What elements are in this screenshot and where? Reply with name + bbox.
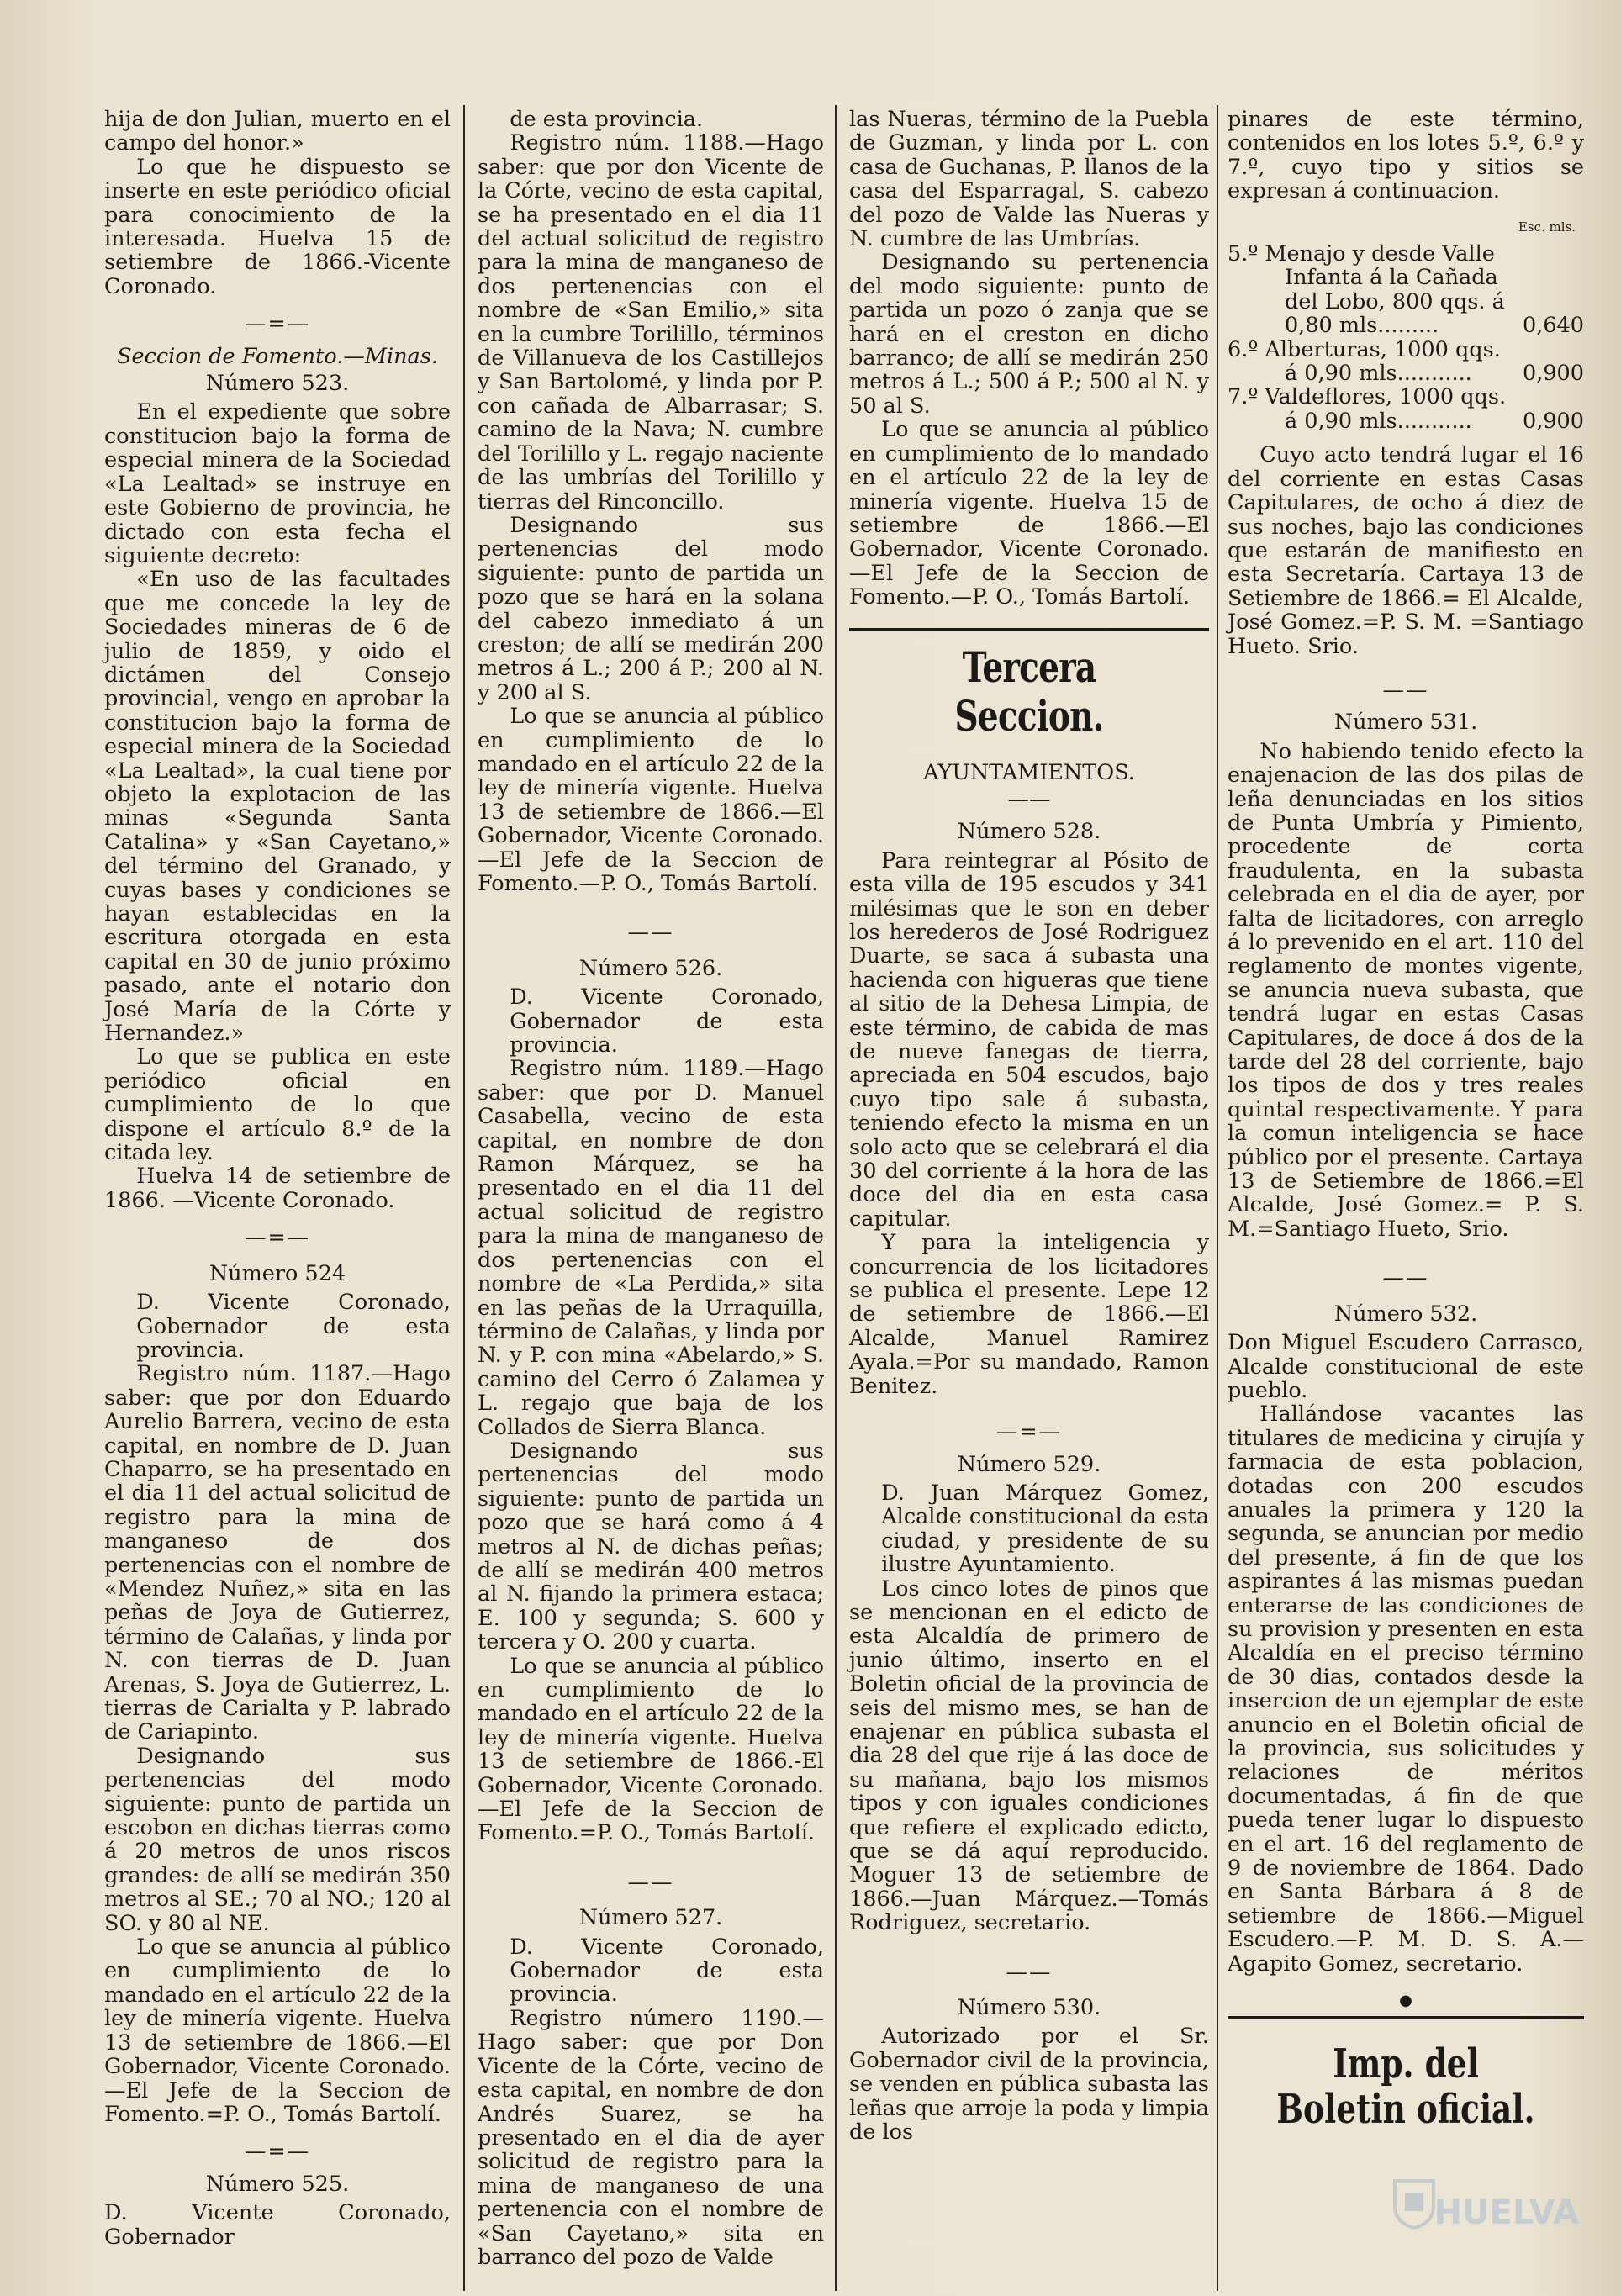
paragraph: Autorizado por el Sr. Gobernador civil de la provincia, se venden en pública subasta las leñas que arroje la poda y limpia de los [849,2024,1209,2146]
paragraph: Designando sus pertenencias del modo siguiente: punto de partida un escobon en dichas tierras como á 20 metros de unos riscos grandes: de allí se medirán 350 metros al SE.; 70 al NO.; 120 al SO. y 80 al NE. [104,1743,451,1936]
lot-7 [1228,385,1584,433]
paragraph: hija de don Julian, muerto en el campo del honor.» [104,107,451,156]
section-rule [849,628,1209,631]
paragraph: pinares de este término, contenidos en los lotes 5.º, 6.º y 7.º, cuyo tipo y sitios se expresan á continuacion. [1228,107,1584,204]
column-rule [835,105,837,2291]
section-rule [1228,2016,1584,2019]
column-1 [104,108,451,2249]
section-title: Tercera Seccion. [954,641,1104,741]
paragraph: En el expediente que sobre constitucion bajo la forma de especial minera de la Sociedad «La Lealtad» se instruye en este Gobierno de provincia, he dictado con esta fecha el siguiente decreto: [104,399,451,568]
separator: —— [1382,1265,1429,1291]
notice-number: Número 529. [957,1451,1101,1477]
paragraph: D. Vicente Coronado, Gobernador [104,2200,451,2250]
notice-number: Número 531. [1333,710,1478,736]
paragraph: Lo que se anuncia al público en cumplimiento de lo mandado en el artículo 22 de la ley de minería vigente. Huelva 15 de setiembre de 1866.—El Gobernador, Vicente Coronado.—El Jefe de la Seccion de Fomento.—P. O., Tomás Bartolí. [849,417,1209,610]
separator: —— [627,920,674,946]
separator: —=— [244,311,311,337]
paragraph: de esta provincia. [510,107,704,132]
bullet-ornament: ● [1399,1992,1412,2010]
separator: —— [1382,677,1429,703]
paragraph: D. Vicente Coronado, Gobernador de esta provincia. [136,1290,451,1363]
section-heading: Seccion de Fomento.—Minas. [117,343,438,369]
paragraph: Don Miguel Escudero Carrasco, Alcalde constitucional de este pueblo. [1228,1330,1584,1403]
column-3 [849,108,1209,2144]
paragraph: Designando sus pertenencias del modo siguiente: punto de partida un pozo que se hará en la solana del cabezo inmediato á un creston; de allí se medirán 200 metros á L.; 200 á P.; 200 al N. y 200 al S. [478,512,824,705]
lot-value: 0,900 [1522,408,1584,434]
lot-label: Infanta á la Cañada [1285,265,1498,291]
watermark: HUELVA [1434,2193,1579,2232]
paragraph: Cuyo acto tendrá lugar el 16 del corriente en estas Casas Capitulares, de ocho á diez de sus noches, bajo las condiciones que estarán de manifiesto en esta Secretaría. Cartaya 13 de Setiembre de 1866.= El Alcalde, José Gomez.=P. S. M. =Santiago Hueto. Srio. [1228,442,1584,659]
paragraph: No habiendo tenido efecto la enajenacion de las dos pilas de leña denunciadas en los sitios de Punta Umbría y Pimiento, procedente de corta fraudulenta, en la subasta celebrada en el dia de ayer, por falta de licitadores, con arreglo á lo prevenido en el art. 110 del reglamento de montes vigente, se anuncia nueva subasta, que tendrá lugar en estas Casas Capitulares, de doce á dos de la tarde del 28 del corriente, bajo los tipos de dos y tres reales quintal respectivamente. Y para la comun inteligencia se hace público por el presente. Cartaya 13 de Setiembre de 1866.=El Alcalde, José Gomez.= P. S. M.=Santiago Hueto, Srio. [1228,738,1584,1242]
paragraph: Lo que se anuncia al público en cumplimiento de lo mandado en el artículo 22 de la ley de minería vigente. Huelva 13 de setiembre de 1866.—El Gobernador, Vicente Coronado.—El Jefe de la Seccion de Fomento.—P. O., Tomás Bartolí. [478,704,824,896]
paragraph: Lo que se publica en este periódico oficial en cumplimiento de lo que dispone el artículo 8.º de la citada ley. [104,1044,451,1166]
paragraph: Registro núm. 1187.—Hago saber: que por don Eduardo Aurelio Barrera, vecino de esta capital, en nombre de D. Juan Chaparro, se ha presentado en el dia 11 del actual solicitud de registro para la mina de manganeso de dos pertenencias con el nombre de «Mendez Nuñez,» sita en las peñas de Joya de Gutierrez, término de Calañas, y linda por N. con tierras de D. Juan Arenas, S. Joya de Gutierrez, L. tierras de Carialta y P. labrado de Cariapinto. [104,1361,451,1745]
printer-imprint: Imp. del Boletin oficial. [1276,2040,1535,2134]
notice-number: Número 524 [209,1260,346,1286]
subsection-heading: AYUNTAMIENTOS. [923,759,1135,785]
lot-label: 6.º Alberturas, 1000 qqs. [1228,336,1501,362]
paragraph: Lo que he dispuesto se inserte en este periódico oficial para conocimiento de la interesada. Huelva 15 de setiembre de 1866.-Vicente Coronado. [104,154,451,299]
paragraph: Designando sus pertenencias del modo siguiente: punto de partida un pozo que se hará como á 4 metros al N. de dichas peñas; de allí se medirán 400 metros al N. fijando la primera estaca; E. 100 y segunda; S. 600 y tercera y O. 200 y cuarta. [478,1438,824,1655]
separator: —— [1007,786,1051,812]
paragraph: Designando su pertenencia del modo siguiente: punto de partida un pozo ó zanja que se hará en el creston en dicho barranco; de allí se medirán 250 metros á L.; 500 á P.; 500 al N. y 50 al S. [849,250,1209,419]
separator: —=— [995,1419,1063,1445]
lot-label: del Lobo, 800 qqs. á [1285,288,1505,314]
lot-rate: á 0,90 mls........... [1285,408,1472,434]
paragraph: Y para la inteligencia y concurrencia de los licitadores se publica el presente. Lepe 12 de setiembre de 1866.—El Alcalde, Manuel Ramirez Ayala.=Por su mandado, Ramon Benitez. [849,1230,1209,1399]
lot-rate: 0,80 mls......... [1285,313,1439,339]
column-rule [463,105,465,2291]
price-table [1228,242,1584,433]
paragraph: Para reintegrar al Pósito de esta villa de 195 escudos y 341 milésimas que le son en deber los herederos de José Rodriguez Duarte, se saca á subasta una hacienda con higueras que tiene al sitio de la Dehesa Limpia, de este término, de cabida de mas de nueve fanegas de tierra, apreciada en 504 escudos, bajo cuyo tipo sale á subasta, teniendo efecto la misma en un solo acto que se celebrará el dia 30 del corriente á la hora de las doce del dia en esta casa capitular. [849,847,1209,1232]
lot-label: 7.º Valdeflores, 1000 qqs. [1228,384,1507,410]
separator: —— [1006,1959,1053,1985]
lot-6 [1228,338,1584,386]
notice-number: Número 527. [578,1905,723,1931]
column-4 [1228,108,1584,2132]
paragraph: Lo que se anuncia al público en cumplimiento de lo mandado en el artículo 22 de la ley de minería vigente. Huelva 13 de setiembre de 1866.—El Gobernador, Vicente Coronado.—El Jefe de la Seccion de Fomento.=P. O., Tomás Bartolí. [104,1934,451,2127]
table-header: Esc. mls. [1518,219,1576,235]
lot-5 [1228,242,1584,338]
paragraph: Huelva 14 de setiembre de 1866. —Vicente Coronado. [104,1164,451,1213]
paragraph: las Nueras, término de la Puebla de Guzman, y linda por L. con casa de Guchanas, P. llanos de la casa del Esparragal, S. cabezo del pozo de Valde las Nueras y N. cumbre de las Umbrías. [849,107,1209,252]
lot-price-row [1228,409,1584,433]
notice-number: Número 532. [1333,1301,1478,1327]
paragraph: Registro núm. 1189.—Hago saber: que por D. Manuel Casabella, vecino de esta capital, en nombre de don Ramon Márquez, se ha presentado en el dia 11 del actual solicitud de registro para la mina de manganeso de dos pertenencias con el nombre de «La Perdida,» sita en las peñas de la Urraquilla, término de Calañas, y linda por N. y P. con mina «Abelardo,» S. camino del Cerro ó Zalamea y L. regajo que baja de los Collados de Sierra Blanca. [478,1056,824,1440]
paragraph: Hallándose vacantes las titulares de medicina y cirujía y farmacia de esta poblacion, dotadas con 200 escudos anuales la primera y 120 la segunda, se anuncian por medio del presente, á fin de que los aspirantes á las mismas puedan enterarse de las condiciones de su provision y presenten en esta Alcaldía en el preciso término de 30 dias, contados desde la insercion de un ejemplar de este anuncio en el Boletin oficial de la provincia, sus solicitudes y relaciones de méritos documentadas, á fin de que pueda tener lugar lo dispuesto en el art. 16 del reglamento de 9 de noviembre de 1864. Dado en Santa Bárbara á 8 de setiembre de 1866.—Miguel Escudero.—P. M. D. S. A.—Agapito Gomez, secretario. [1228,1401,1584,1977]
paragraph: «En uso de las facultades que me concede la ley de Sociedades mineras de 6 de julio de 1859, y oido el dictámen del Consejo provincial, vengo en aprobar la constitucion bajo la forma de especial minera de la Sociedad «La Lealtad», la cual tiene por objeto la explotacion de las minas «Segunda Santa Catalina» y «San Cayetano,» del término del Granado, y cuyas bases y condiciones se hayan establecidas en la escritura otorgada en esta capital en 30 de junio próximo pasado, ante el notario don José María de la Córte y Hernandez.» [104,567,451,1047]
separator: —— [627,1869,674,1895]
lot-price-row [1228,362,1584,385]
lot-label: 5.º Menajo y desde Valle [1228,241,1495,267]
notice-number: Número 523. [205,371,350,397]
column-2 [478,108,824,2269]
paragraph: Registro número 1190.—Hago saber: que por Don Vicente de la Córte, vecino de esta capital, en nombre de don Andrés Suarez, se ha presentado en el dia de ayer solicitud de registro para la mina de manganeso de una pertenencia con el nombre de «San Cayetano,» sita en barranco del pozo de Valde [478,2005,824,2270]
paragraph: Lo que se anuncia al público en cumplimiento de lo mandado en el artículo 22 de la ley de minería vigente. Huelva 13 de setiembre de 1866.-El Gobernador, Vicente Coronado.—El Jefe de la Seccion de Fomento.=P. O., Tomás Bartolí. [478,1653,824,1846]
notice-number: Número 530. [957,1995,1101,2021]
paragraph: D. Juan Márquez Gomez, Alcalde constitucional da esta ciudad, y presidente de su ilustre Ayuntamiento. [881,1480,1209,1578]
paragraph: Registro núm. 1188.—Hago saber: que por don Vicente de la Córte, vecino de esta capital, se ha presentado en el dia 11 del actual solicitud de registro para la mina de manganeso de dos pertenencias con el nombre de «San Emilio,» sita en la cumbre Torilillo, términos de Villanueva de los Castillejos y San Bartolomé, y linda por P. con cañada de Albarrasar; S. camino de la Nava; N. cumbre del Torilillo y L. regajo naciente de las umbrías del Torilillo y tierras del Rinconcillo. [478,130,824,515]
column-rule [1217,105,1218,2291]
notice-number: Número 525. [205,2171,350,2197]
separator: —=— [244,1225,311,1251]
paragraph: D. Vicente Coronado, Gobernador de esta provincia. [510,1934,824,2008]
paragraph: D. Vicente Coronado, Gobernador de esta provincia. [510,984,824,1058]
lot-price-row [1228,314,1584,337]
lot-rate: á 0,90 mls........... [1285,361,1472,387]
paragraph: Los cinco lotes de pinos que se mencionan en el edicto de esta Alcaldía de primero de junio último, inserto en el Boletin oficial de la provincia de seis del mismo mes, se han de enajenar en pública subasta el dia 28 del que rije á las doce de su mañana, bajo los mismos tipos y con iguales condiciones que refiere el explicado edicto, que se dá aquí reproducido. Moguer 13 de setiembre de 1866.—Juan Márquez.—Tomás Rodriguez, secretario. [849,1576,1209,1936]
lot-value: 0,640 [1522,313,1584,339]
notice-number: Número 528. [957,819,1101,845]
separator: —=— [244,2139,311,2165]
notice-number: Número 526. [578,955,723,981]
lot-value: 0,900 [1522,361,1584,387]
